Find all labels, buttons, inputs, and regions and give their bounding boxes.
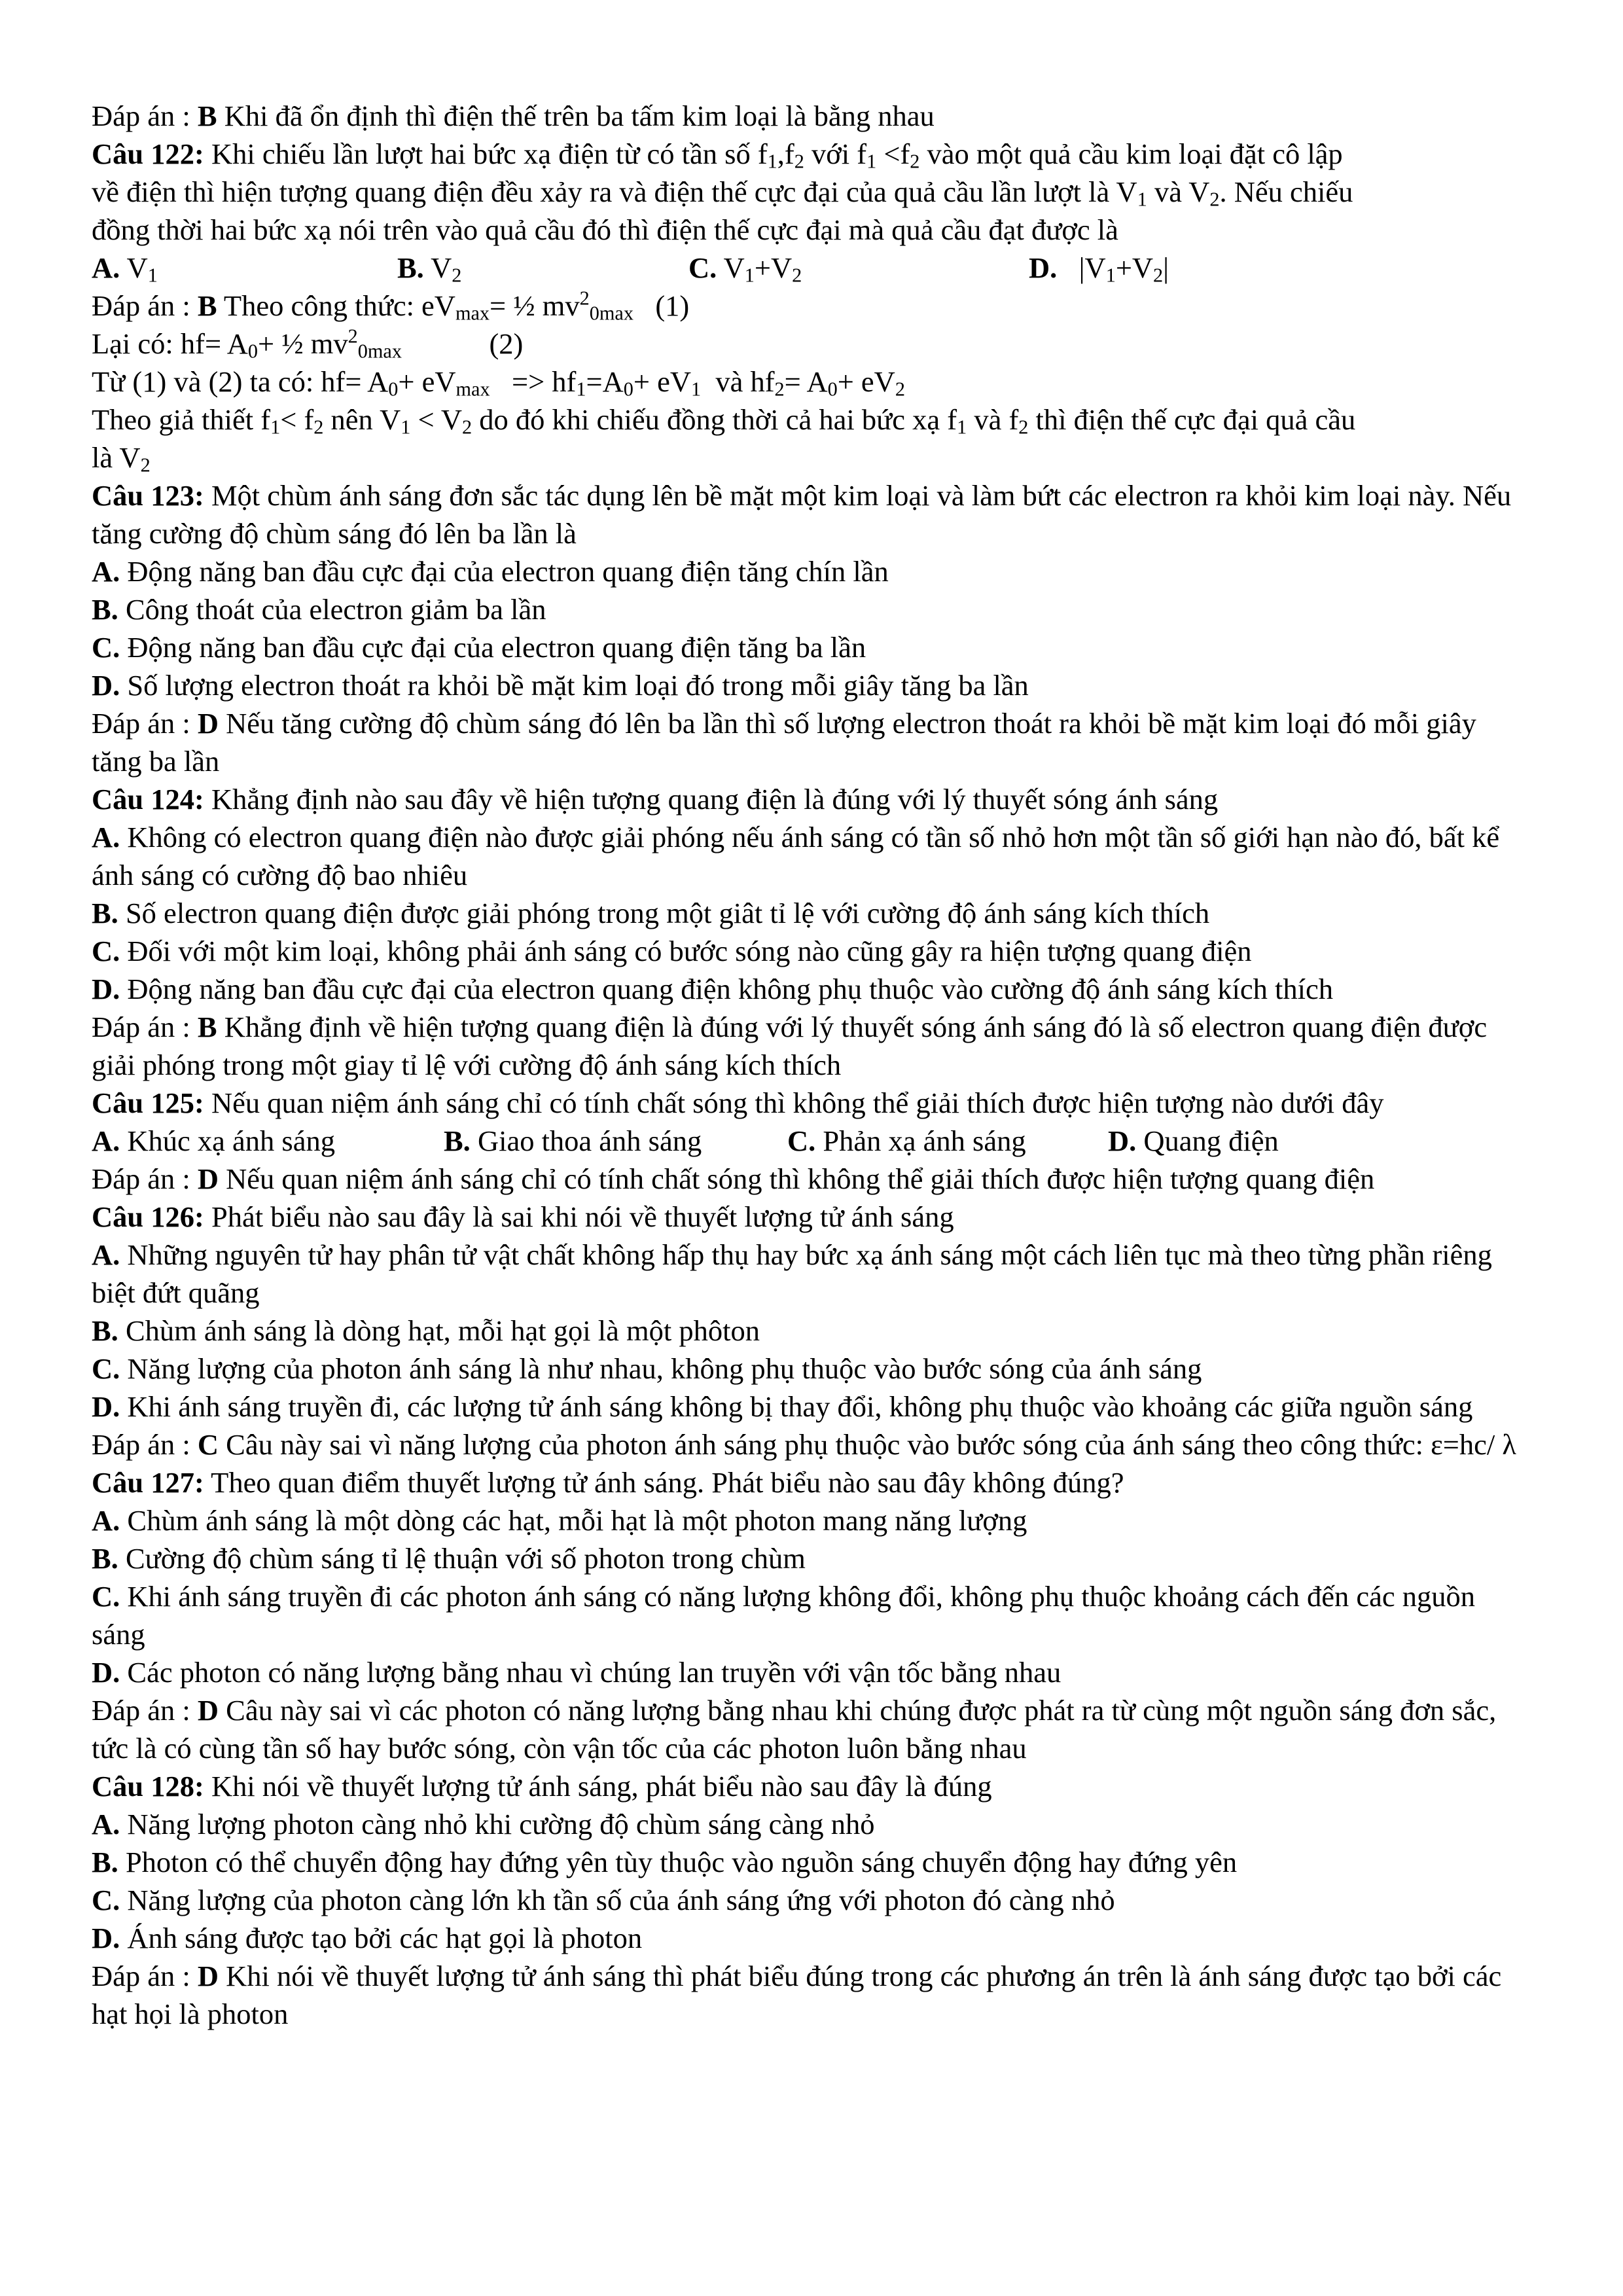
option-text: | [1163,251,1169,284]
answer-prefix: Đáp án : [92,1162,198,1195]
question-127 [92,1463,1531,1501]
question-122 [92,135,1531,173]
subscript: 2 [792,264,802,287]
option-text: Số lượng electron thoát ra khỏi bề mặt kim loại đó trong mỗi giây tăng ba lần [120,669,1029,702]
option-text: |V [1057,251,1106,284]
option-a [92,552,1531,590]
subscript: 1 [690,378,702,401]
option-label: D. [1108,1124,1137,1157]
subscript: 2 [313,416,324,439]
question-label: Câu 127: [92,1466,204,1499]
option-label: D. [92,669,120,702]
superscript: 2 [579,287,590,310]
subscript: 2 [140,454,151,476]
answer-letter: B [197,289,217,322]
answer-127 [92,1691,1531,1767]
option-text: Động năng ban đầu cực đại của electron quang điện không phụ thuộc vào cường độ ánh sáng kích thích [120,973,1333,1005]
superscript: 2 [348,325,358,348]
option-label: D. [1029,251,1058,284]
answer-text: là V [92,441,141,474]
option-text: Số electron quang điện được giải phóng trong một giât tỉ lệ với cường độ ánh sáng kích thích [118,897,1210,929]
answer-122-line-4 [92,401,1531,439]
answer-text: (2) [401,327,524,360]
answer-prefix: Đáp án : [92,707,198,740]
answer-text: Nếu tăng cường độ chùm sáng đó lên ba lần thì số lượng electron thoát ra khỏi bề mặt kim loại đó mỗi giây tăng ba lần [92,707,1476,778]
option-text: Photon có thể chuyển động hay đứng yên tùy thuộc vào nguồn sáng chuyển động hay đứng yên [118,1846,1238,1878]
answer-text: (1) [633,289,690,322]
subscript: 0 [388,378,399,401]
option-b [92,1539,1531,1577]
subscript: 1 [576,378,586,401]
option-label: C. [92,1580,120,1613]
answer-text: Khi đã ổn định thì điện thế trên ba tấm kim loại là bằng nhau [217,99,935,132]
option-text: Những nguyên tử hay phân tử vật chất không hấp thụ hay bức xạ ánh sáng một cách liên tục mà theo từng phần riêng biệt đứt quãng [92,1238,1492,1309]
option-label: B. [92,1314,118,1347]
option-c [92,1577,1531,1653]
question-label: Câu 123: [92,479,204,512]
question-126 [92,1198,1531,1236]
option-text: Công thoát của electron giảm ba lần [118,593,546,626]
question-text: <f [876,137,910,170]
option-label: B. [444,1124,471,1157]
option-text: V [423,251,452,284]
answer-124 [92,1008,1531,1084]
option-label: C. [92,1884,120,1916]
option-label: C. [92,631,120,664]
answer-line-121 [92,97,1531,135]
option-c [92,1350,1531,1388]
option-a [92,1501,1531,1539]
answer-128 [92,1957,1531,2033]
answer-text: Từ (1) và (2) ta có: hf= A [92,365,389,398]
option-b [92,1312,1531,1350]
option-text: Cường độ chùm sáng tỉ lệ thuận với số photon trong chùm [118,1542,806,1575]
question-label: Câu 128: [92,1770,204,1803]
answer-letter: D [197,1162,219,1195]
option-label: A. [92,1124,120,1157]
question-text: Khi nói về thuyết lượng tử ánh sáng, phát biểu nào sau đây là đúng [204,1770,992,1803]
answer-123 [92,704,1531,780]
subscript: 1 [147,264,158,287]
answer-text: + ½ mv [258,327,348,360]
option-text: Khi ánh sáng truyền đi, các lượng tử ánh sáng không bị thay đổi, không phụ thuộc vào khoảng các giữa nguồn sáng [120,1390,1473,1423]
option-a [92,1805,1531,1843]
subscript: 0max [357,340,402,363]
answer-125 [92,1160,1531,1198]
answer-text: => hf [490,365,577,398]
answer-prefix: Đáp án : [92,1428,198,1461]
subscript: 1 [1105,264,1116,287]
answer-prefix: Đáp án : [92,289,198,322]
answer-text: do đó khi chiếu đồng thời cả hai bức xạ f [472,403,957,436]
answer-letter: B [197,99,217,132]
question-122-line-3: đồng thời hai bức xạ nói trên vào quả cầu đó thì điện thế cực đại mà quả cầu đạt được là [92,213,1118,246]
subscript: 2 [895,378,905,401]
option-a [92,818,1531,894]
answer-prefix: Đáp án : [92,1960,198,1992]
question-text: Khi chiếu lần lượt hai bức xạ điện từ có tần số f [204,137,768,170]
option-label: A. [92,555,120,588]
subscript: 1 [1137,188,1147,211]
answer-text: = ½ mv [490,289,580,322]
answer-letter: B [197,1011,217,1043]
answer-text: < V [410,403,463,436]
option-c [92,932,1531,970]
question-text: Phát biểu nào sau đây là sai khi nói về thuyết lượng tử ánh sáng [204,1200,954,1233]
subscript: 1 [957,416,967,439]
option-b [92,1843,1531,1881]
option-label: A. [92,821,120,853]
option-a [92,1122,444,1160]
option-label: C. [92,935,120,967]
question-text: Một chùm ánh sáng đơn sắc tác dụng lên bề mặt một kim loại và làm bứt các electron ra khỏi kim loại này. Nếu tăng cường độ chùm sáng đó lên ba lần là [92,479,1512,550]
question-label: Câu 126: [92,1200,204,1233]
subscript: 0max [589,302,633,325]
question-label: Câu 122: [92,137,204,170]
question-text: với f [804,137,867,170]
question-text: Theo quan điểm thuyết lượng tử ánh sáng. Phát biểu nào sau đây không đúng? [204,1466,1124,1499]
option-text: Không có electron quang điện nào được giải phóng nếu ánh sáng có tần số nhỏ hơn một tần số giới hạn nào đó, bất kể ánh sáng có cường độ bao nhiêu [92,821,1500,891]
answer-text: + eV [837,365,895,398]
option-label: C. [688,251,717,284]
option-text: Chùm ánh sáng là một dòng các hạt, mỗi hạt là một photon mang năng lượng [120,1504,1027,1537]
subscript: 1 [767,150,777,173]
subscript: 2 [1209,188,1220,211]
subscript: 1 [744,264,755,287]
option-d [1108,1122,1279,1160]
answer-text: và f [967,403,1019,436]
question-label: Câu 124: [92,783,204,816]
question-123 [92,476,1531,552]
answer-letter: D [197,707,219,740]
answer-text: nên V [323,403,401,436]
option-label: B. [397,251,424,284]
answer-text: Câu này sai vì năng lượng của photon ánh sáng phụ thuộc vào bước sóng của ánh sáng theo công thức: ε=hc/ λ [219,1428,1516,1461]
subscript: max [455,378,490,401]
subscript: 2 [794,150,804,173]
answer-text: Khi nói về thuyết lượng tử ánh sáng thì phát biểu đúng trong các phương án trên là ánh sáng được tạo bởi các hạt họi là photon [92,1960,1502,2030]
option-label: B. [92,1542,118,1575]
option-label: D. [92,1922,120,1954]
option-text: +V [754,251,793,284]
option-d [92,970,1531,1008]
option-label: C. [787,1124,816,1157]
option-c [92,1881,1531,1919]
option-text: Đối với một kim loại, không phải ánh sáng có bước sóng nào cũng gây ra hiện tượng quang điện [120,935,1252,967]
option-text: Năng lượng photon càng nhỏ khi cường độ chùm sáng càng nhỏ [120,1808,875,1840]
answer-text: Câu này sai vì các photon có năng lượng bằng nhau khi chúng được phát ra từ cùng một nguồn sáng đơn sắc, tức là có cùng tần số hay bước sóng, còn vận tốc của các photon luôn bằng nhau [92,1694,1497,1765]
question-128 [92,1767,1531,1805]
answer-text: + eV [633,365,691,398]
answer-122-line-2 [92,325,1531,363]
question-text: về điện thì hiện tượng quang điện đều xảy ra và điện thế cực đại của quả cầu lần lượt là V [92,175,1137,208]
subscript: 0 [247,340,259,363]
answer-text: = A [784,365,828,398]
question-122-line-2 [92,173,1531,211]
subscript: 0 [827,378,838,401]
option-text: Quang điện [1136,1124,1279,1157]
answer-text: thì điện thế cực đại quả cầu [1028,403,1356,436]
option-text: Năng lượng của photon càng lớn kh tần số của ánh sáng ứng với photon đó càng nhỏ [120,1884,1115,1916]
option-text: Khi ánh sáng truyền đi các photon ánh sáng có năng lượng không đổi, không phụ thuộc khoảng cách đến các nguồn sáng [92,1580,1475,1651]
option-label: D. [92,973,120,1005]
subscript: 2 [1153,264,1164,287]
subscript: 2 [452,264,462,287]
options-125 [92,1122,1531,1160]
answer-122-line-3 [92,363,1531,401]
option-a [92,249,397,287]
option-text: Ánh sáng được tạo bởi các hạt gọi là photon [120,1922,643,1954]
subscript: 2 [462,416,473,439]
option-c [688,249,1029,287]
option-label: A. [92,1504,120,1537]
option-label: D. [92,1656,120,1689]
option-text: Chùm ánh sáng là dòng hạt, mỗi hạt gọi là một phôton [118,1314,760,1347]
question-125 [92,1084,1531,1122]
subscript: 2 [774,378,785,401]
question-text: vào một quả cầu kim loại đặt cô lập [919,137,1343,170]
answer-letter: D [197,1960,219,1992]
answer-text: < f [280,403,314,436]
answer-text: Theo công thức: eV [217,289,455,322]
option-c [787,1122,1108,1160]
subscript: 2 [1018,416,1029,439]
option-label: D. [92,1390,120,1423]
option-d [92,1919,1531,1957]
subscript: 1 [866,150,877,173]
option-label: B. [92,1846,118,1878]
option-b [92,590,1531,628]
question-124 [92,780,1531,818]
option-b [397,249,688,287]
answer-text: và hf [701,365,775,398]
option-c [92,628,1531,666]
answer-text: Lại có: hf= A [92,327,248,360]
subscript: 0 [623,378,633,401]
option-text: V [120,251,148,284]
option-d [92,1653,1531,1691]
option-text: V [717,251,745,284]
option-b [92,894,1531,932]
answer-letter: C [197,1428,219,1461]
answer-prefix: Đáp án : [92,1011,198,1043]
options-122 [92,249,1531,287]
answer-text: Theo giả thiết f [92,403,271,436]
option-text: Các photon có năng lượng bằng nhau vì chúng lan truyền với vận tốc bằng nhau [120,1656,1061,1689]
answer-text: Nếu quan niệm ánh sáng chỉ có tính chất sóng thì không thể giải thích được hiện tượng quang điện [219,1162,1375,1195]
option-d [92,666,1531,704]
option-text: Khúc xạ ánh sáng [120,1124,335,1157]
question-text: Khẳng định nào sau đây về hiện tượng quang điện là đúng với lý thuyết sóng ánh sáng [204,783,1219,816]
option-label: A. [92,251,120,284]
answer-prefix: Đáp án : [92,99,198,132]
answer-122 [92,287,1531,325]
option-label: A. [92,1808,120,1840]
subscript: 1 [270,416,281,439]
option-label: B. [92,897,118,929]
answer-text: Khẳng định về hiện tượng quang điện là đúng với lý thuyết sóng ánh sáng đó là số electron quang điện được giải phóng trong một giay tỉ lệ với cường độ ánh sáng kích thích [92,1011,1488,1081]
subscript: max [455,302,490,325]
answer-122-line-5 [92,439,1531,476]
answer-126 [92,1426,1531,1463]
option-text: Năng lượng của photon ánh sáng là như nhau, không phụ thuộc vào bước sóng của ánh sáng [120,1352,1202,1385]
option-label: C. [92,1352,120,1385]
option-text: Động năng ban đầu cực đại của electron quang điện tăng ba lần [120,631,866,664]
option-label: A. [92,1238,120,1271]
option-d [92,1388,1531,1426]
question-text: . Nếu chiếu [1219,175,1353,208]
answer-text: + eV [398,365,456,398]
answer-prefix: Đáp án : [92,1694,198,1727]
subscript: 2 [910,150,920,173]
question-text: Nếu quan niệm ánh sáng chỉ có tính chất sóng thì không thể giải thích được hiện tượng nào dưới đây [204,1086,1384,1119]
option-b [444,1122,787,1160]
answer-letter: D [197,1694,219,1727]
option-text: Phản xạ ánh sáng [815,1124,1026,1157]
subscript: 1 [401,416,411,439]
question-label: Câu 125: [92,1086,204,1119]
option-text: +V [1115,251,1154,284]
question-text: và V [1147,175,1210,208]
option-label: B. [92,593,118,626]
option-text: Giao thoa ánh sáng [470,1124,702,1157]
question-text: ,f [777,137,794,170]
option-text: Động năng ban đầu cực đại của electron quang điện tăng chín lần [120,555,889,588]
option-a [92,1236,1531,1312]
option-d [1029,249,1169,287]
answer-text: =A [586,365,624,398]
